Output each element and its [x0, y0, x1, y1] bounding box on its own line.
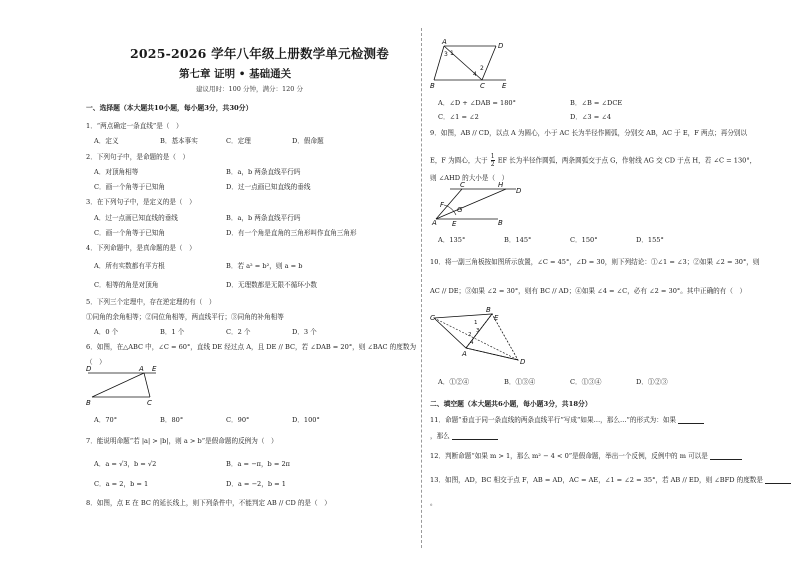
q4-option-b: B．若 a² = b²，则 a = b	[226, 262, 303, 270]
q13-text: 13．如图，AD，BC 相交于点 F，AB = AD，AC = AE，∠1 = ∠2 = 35°，若 AB // ED，则 ∠BFD 的度数是	[430, 476, 763, 484]
q7-option-a: A．a = √3，b = √2	[94, 460, 157, 468]
q9-frac-numerator: 1	[490, 153, 495, 160]
q10-label-b: B	[486, 306, 491, 314]
q2-stem: 2．下列句子中，是命题的是（ ）	[86, 153, 190, 161]
q4-option-c: C．相等的角是对顶角	[94, 281, 159, 289]
q8-parallel-figure	[430, 40, 510, 88]
q10-option-c: C．①③④	[570, 378, 602, 386]
q9-label-e: E	[452, 220, 457, 228]
q8-label-c: C	[480, 82, 485, 90]
q3-option-c: C．画一个角等于已知角	[94, 229, 165, 237]
q9-label-b: B	[498, 219, 503, 227]
q8-label-d: D	[498, 42, 504, 50]
q2-option-b: B．a，b 两条直线平行吗	[226, 168, 301, 176]
q9-line-2	[430, 153, 756, 168]
q7-option-d: D．a = −2，b = 1	[226, 480, 286, 488]
q10-label-e: E	[494, 314, 499, 322]
q10-angle-4: 4	[470, 340, 474, 346]
q11-line-1	[430, 414, 704, 424]
q10-line-1: 10．将一副三角板按如图所示放置，∠C = 45°，∠D = 30，则下列结论：①∠1 = ∠3；②如果 ∠2 = 30°，则	[430, 258, 760, 266]
q6-stem: 6．如图，在△ABC 中，∠C = 60°，直线 DE 经过点 A，且 DE // BC，若 ∠DAB = 20°，则 ∠BAC 的度数为	[86, 343, 417, 351]
q4-stem: 4．下列命题中，是真命题的是（ ）	[86, 244, 196, 252]
q3-option-b: B．a，b 两条直线平行吗	[226, 214, 301, 222]
q8-option-d: D．∠3 = ∠4	[570, 113, 612, 121]
q9-fraction	[491, 153, 495, 168]
q5-option-b: B．1 个	[160, 328, 185, 336]
q1-option-d: D．假命题	[292, 137, 324, 145]
q6-option-a: A．70°	[94, 416, 118, 424]
q5-stem: 5．下列三个定理中，存在逆定理的有（ ）	[86, 298, 216, 306]
q8-angle-1: 1	[450, 50, 454, 57]
q10-label-a: A	[462, 350, 467, 358]
q6-option-b: B．80°	[160, 416, 184, 424]
q3-option-a: A．过一点画已知直线的垂线	[94, 214, 178, 222]
q1-option-b: B．基本事实	[160, 137, 198, 145]
q10-angle-1: 1	[474, 320, 478, 326]
q8-angle-2: 2	[480, 65, 484, 72]
q11-text-2: ，那么	[430, 432, 450, 440]
q9-label-f: F	[440, 201, 445, 209]
chapter-subtitle: 第七章 证明 • 基础通关	[179, 68, 292, 80]
q4-option-a: A．所有实数都有平方根	[94, 262, 165, 270]
q8-label-a: A	[442, 38, 447, 46]
q9-label-h: H	[498, 181, 504, 189]
q11-answer-blank-1[interactable]	[678, 417, 704, 424]
q2-option-c: C．画一个角等于已知角	[94, 183, 165, 191]
q5-option-c: C．2 个	[226, 328, 251, 336]
q10-label-d: D	[520, 358, 526, 366]
q9-label-g: G	[457, 206, 463, 214]
q11-answer-blank-2[interactable]	[452, 433, 498, 440]
q9-option-d: D．155°	[636, 236, 664, 244]
q5-option-d: D．3 个	[292, 328, 317, 336]
q8-option-a: A．∠D + ∠DAB = 180°	[438, 99, 516, 107]
q10-angle-3: 3	[476, 328, 480, 334]
q7-stem: 7．能说明命题“若 |a| > |b|，则 a > b”是假命题的反例为（ ）	[86, 437, 278, 445]
q2-option-a: A．对顶角相等	[94, 168, 139, 176]
q10-option-b: B．①③④	[504, 378, 536, 386]
q9-line-2-end: EF 长为半径作圆弧，两条圆弧交于点 G，作射线 AG 交 CD 于点 H，若 ∠C = 130°，	[497, 156, 757, 165]
q8-option-c: C．∠1 = ∠2	[438, 113, 479, 121]
q1-option-c: C．定理	[226, 137, 251, 145]
q7-option-b: B．a = −π，b = 2π	[226, 460, 291, 468]
q8-label-b: B	[430, 82, 435, 90]
q5-option-a: A．0 个	[94, 328, 119, 336]
q13-answer-blank[interactable]	[765, 477, 791, 484]
q9-construction-figure	[432, 181, 522, 228]
q6-paren: （ ）	[86, 358, 106, 366]
q12-line	[430, 450, 742, 460]
q9-frac-denominator: 2	[490, 161, 495, 168]
q9-option-c: C．150°	[570, 236, 598, 244]
q8-angle-4: 4	[473, 71, 477, 78]
q10-label-c: C	[430, 314, 435, 322]
q8-stem: 8．如图，点 E 在 BC 的延长线上，则下列条件中，不能判定 AB // CD 的是（ ）	[86, 499, 331, 507]
q2-option-d: D．过一点画已知直线的垂线	[226, 183, 311, 191]
q6-option-d: D．100°	[292, 416, 320, 424]
q6-label-d: D	[86, 365, 92, 373]
q9-label-d: D	[516, 187, 522, 195]
q6-label-e: E	[152, 365, 157, 373]
q13-line-2: 。	[430, 499, 437, 507]
q10-line-2: AC // DE；③如果 ∠2 = 30°，则有 BC // AD；④如果 ∠4 = ∠C，必有 ∠2 = 30°。其中正确的有（ ）	[430, 287, 747, 295]
q1-option-a: A．定义	[94, 137, 119, 145]
q10-set-square-figure	[430, 306, 530, 370]
q1-stem: 1．“两点确定一条直线”是（ ）	[86, 122, 183, 130]
q10-angle-2: 2	[468, 332, 472, 338]
q9-option-b: B．145°	[504, 236, 532, 244]
q6-label-c: C	[147, 399, 152, 407]
q6-label-a: A	[139, 365, 144, 373]
q9-label-c: C	[460, 181, 465, 189]
q12-text: 12．判断命题“如果 m > 1，那么 m² − 4 < 0”是假命题，举出一个反例，反例中的 m 可以是	[430, 452, 708, 460]
page-title: 2025-2026 学年八年级上册数学单元检测卷	[130, 46, 389, 61]
q8-angle-3: 3	[444, 51, 448, 58]
q6-triangle-figure	[86, 367, 166, 407]
q13-line-1	[430, 474, 791, 484]
q12-answer-blank[interactable]	[710, 453, 742, 460]
q9-line-2-start: E，F 为圆心，大于	[430, 156, 488, 165]
q8-option-b: B．∠B = ∠DCE	[570, 99, 623, 107]
q9-option-a: A．135°	[438, 236, 466, 244]
q9-label-a: A	[432, 219, 437, 227]
q6-label-b: B	[86, 399, 91, 407]
q9-line-1: 9．如图，AB // CD，以点 A 为圆心，小于 AC 长为半径作圆弧，分别交 AB，AC 于 E，F 两点；再分别以	[430, 129, 748, 137]
q11-text: 11．命题“垂直于同一条直线的两条直线平行”写成“如果…，那么…”的形式为：如果	[430, 416, 677, 424]
q8-label-e: E	[502, 82, 507, 90]
exam-meta: 建议用时：100 分钟，满分：120 分	[196, 85, 303, 93]
section-fill-heading: 二、填空题（本大题共6小题，每小题3分，共18分）	[430, 400, 592, 408]
section-choice-heading: 一、选择题（本大题共10小题，每小题3分，共30分）	[86, 104, 253, 112]
q10-option-a: A．①②④	[438, 378, 470, 386]
q11-line-2	[430, 430, 498, 440]
q4-option-d: D．无理数都是无限不循环小数	[226, 281, 318, 289]
column-divider	[421, 28, 422, 548]
q6-option-c: C．90°	[226, 416, 250, 424]
q7-option-c: C．a = 2，b = 1	[94, 480, 149, 488]
q5-statements: ①同角的余角相等；②同位角相等，两直线平行；③同角的补角相等	[86, 313, 284, 321]
q3-option-d: D．有一个角是直角的三角形叫作直角三角形	[226, 229, 357, 237]
q3-stem: 3．在下列句子中，是定义的是（ ）	[86, 198, 196, 206]
q9-line-3: 则 ∠AHD 的大小是（ ）	[430, 174, 509, 182]
q10-option-d: D．①②③	[636, 378, 668, 386]
